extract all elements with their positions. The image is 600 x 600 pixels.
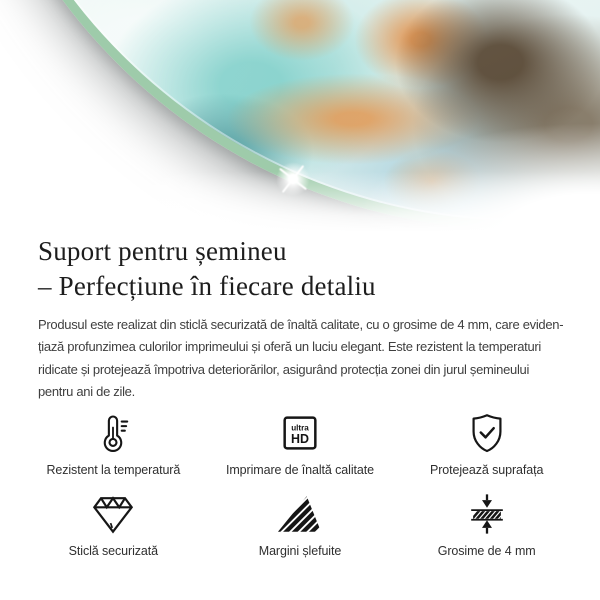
polished-edges-icon <box>277 491 323 537</box>
feature-polished-edges <box>207 491 394 558</box>
feature-temperature <box>20 410 207 477</box>
description-line: Produsul este realizat din sticlă securizată de înaltă calitate, cu o grosime de 4 mm, care eviden- <box>38 317 564 332</box>
feature-protects-surface <box>393 410 580 477</box>
thickness-icon <box>464 491 510 537</box>
thermometer-icon <box>91 410 135 456</box>
feature-label: Sticlă securizată <box>68 543 158 558</box>
title-line-1: Suport pentru șemineu <box>38 236 287 266</box>
page-title <box>38 234 562 304</box>
shield-check-icon <box>464 410 510 456</box>
feature-label: Imprimare de înaltă calitate <box>226 462 374 477</box>
feature-label: Protejează suprafața <box>429 462 544 477</box>
ultra-hd-icon <box>277 410 323 456</box>
product-description <box>38 314 562 404</box>
feature-ultra-hd <box>207 410 394 477</box>
product-photo <box>0 0 600 232</box>
ultra-hd-badge-top: ultra <box>291 423 309 433</box>
feature-tempered-glass <box>20 491 207 558</box>
feature-label: Margini șlefuite <box>258 543 342 558</box>
feature-label: Rezistent la temperatură <box>46 462 181 477</box>
title-line-2: – Perfecțiune în fiecare detaliu <box>38 271 376 301</box>
ultra-hd-badge-bottom: HD <box>291 431 309 446</box>
description-line: pentru ani de zile. <box>38 384 135 400</box>
diamond-icon <box>89 491 137 537</box>
content-section <box>0 234 600 404</box>
description-line: țiază profunzimea culorilor imprimeului și oferă un luciu elegant. Este rezistent la temperaturi <box>38 339 542 355</box>
description-line: ridicate și protejează împotriva deteriorărilor, asigurând protecția zonei din jurul șemineului <box>38 361 530 377</box>
features-grid <box>0 410 600 558</box>
feature-label: Grosime de 4 mm <box>437 543 536 558</box>
feature-thickness <box>393 491 580 558</box>
